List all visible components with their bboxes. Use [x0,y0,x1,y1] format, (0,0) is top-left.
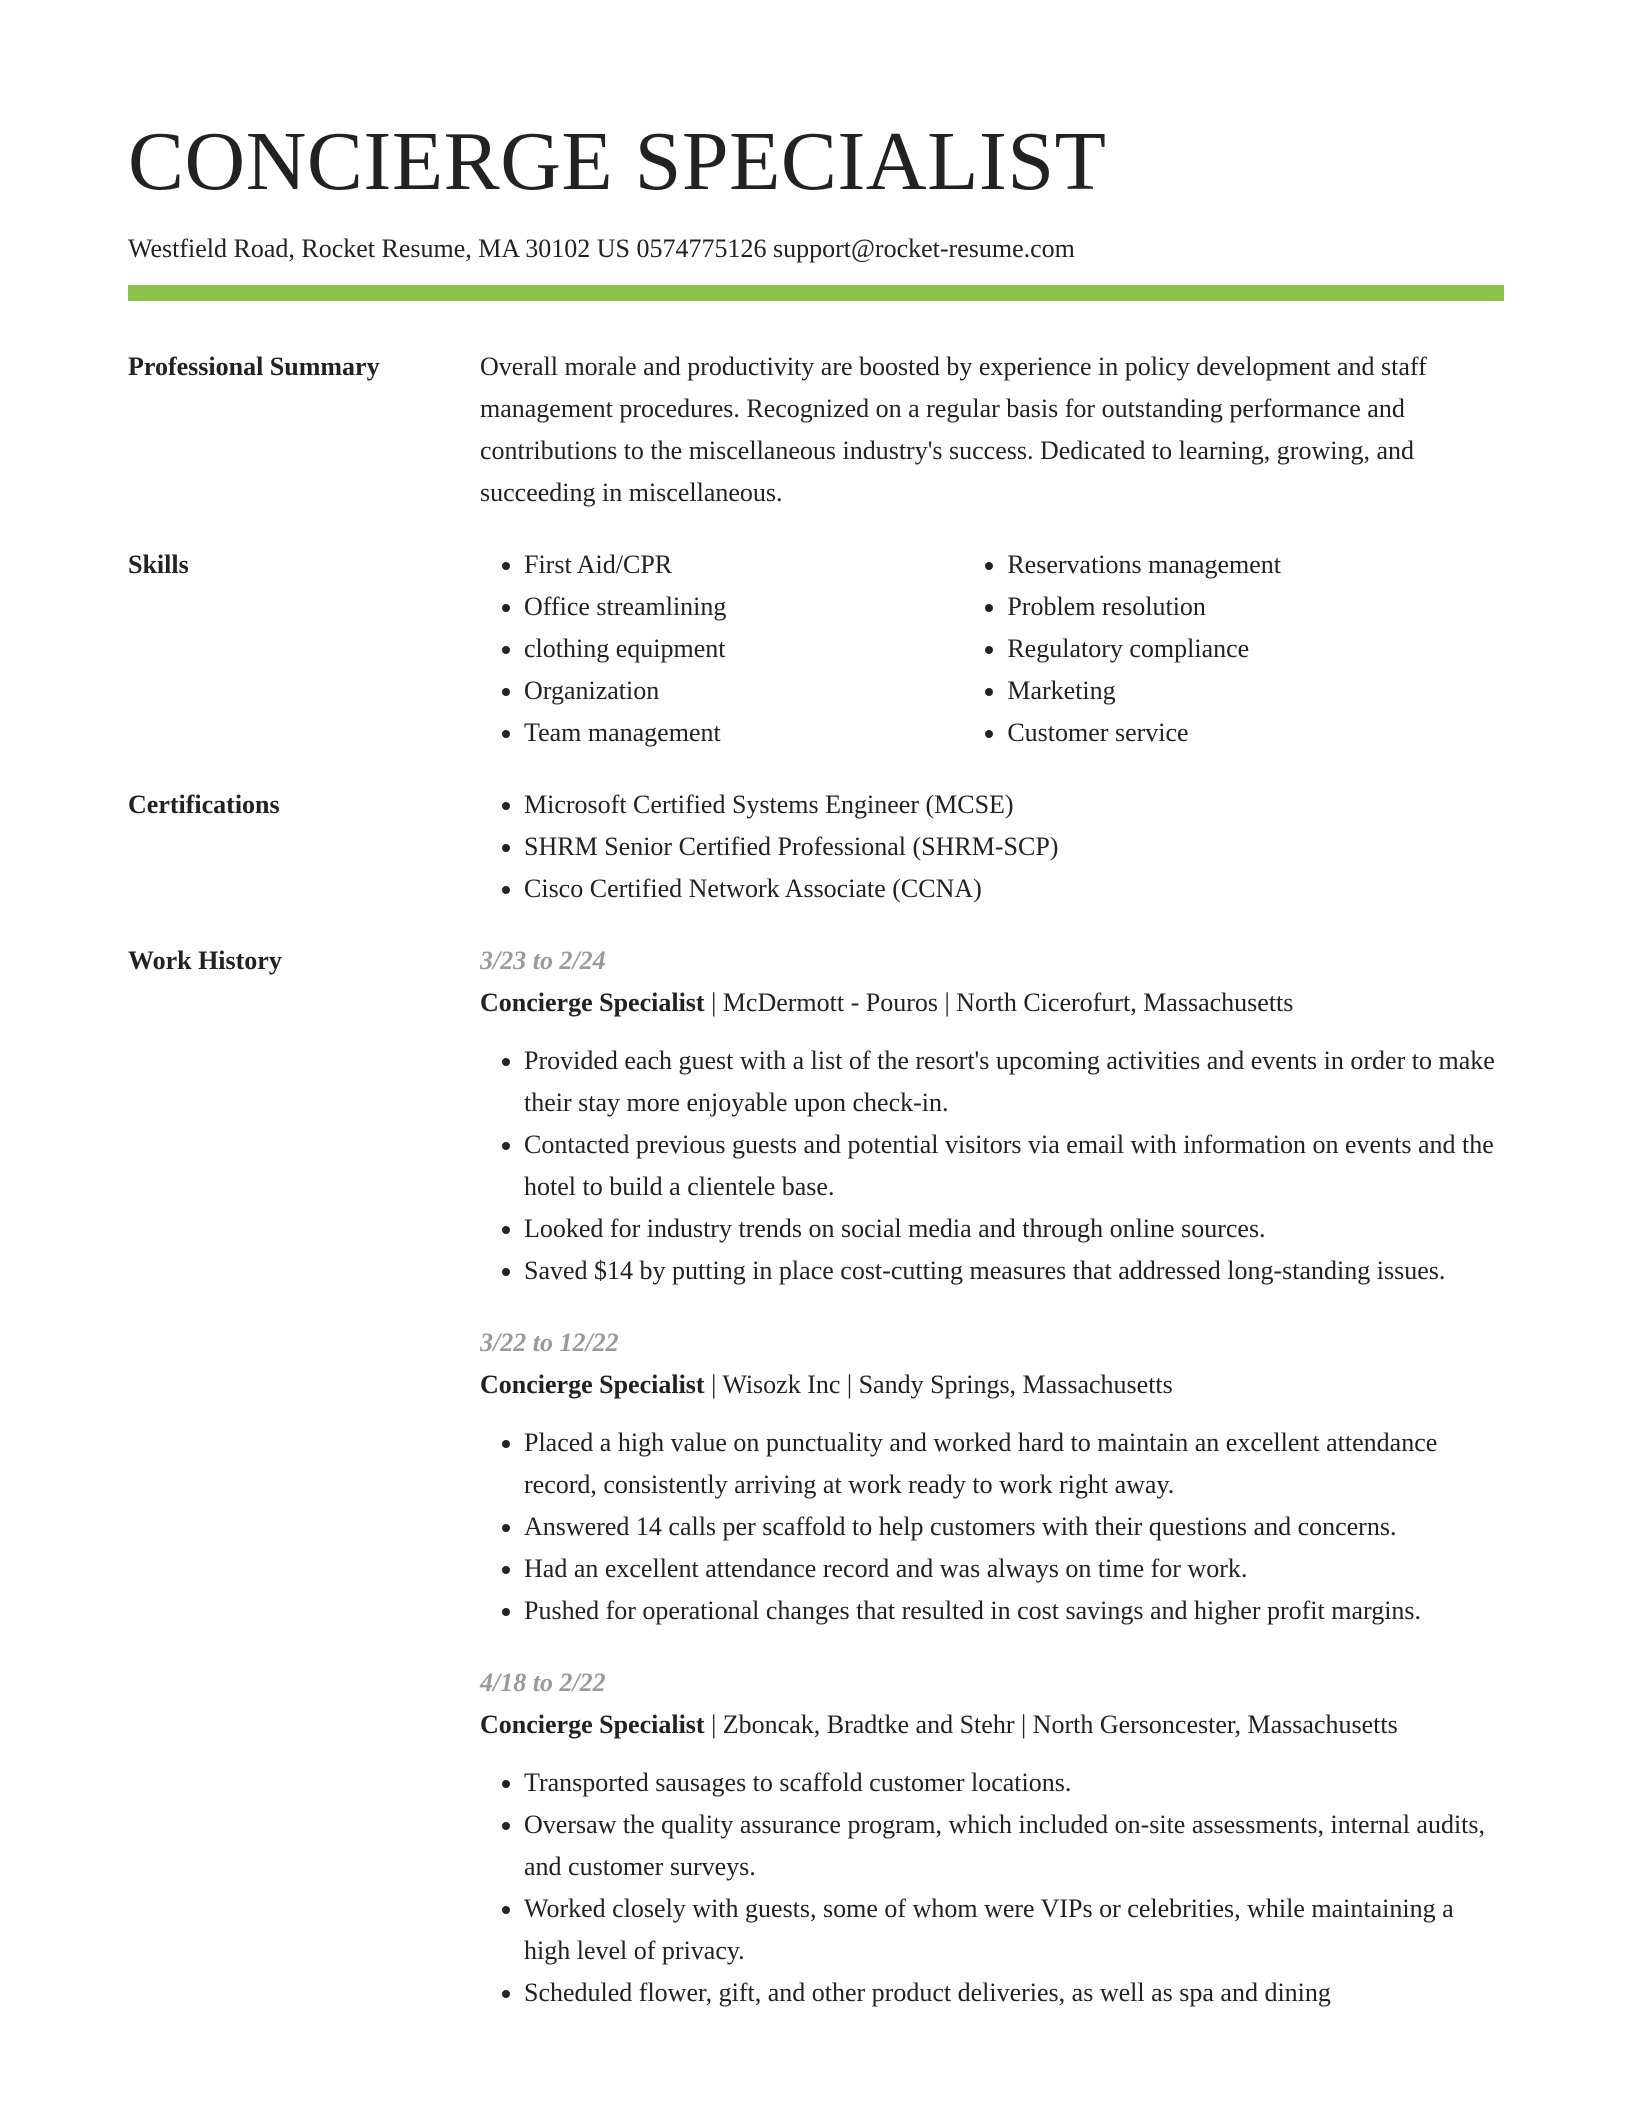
job-title-line [480,982,1504,1024]
certification-item: • SHRM Senior Certified Professional (SHRM-SCP) [524,826,1504,868]
job-employer-location: | Zboncak, Bradtke and Stehr | North Gersoncester, Massachusetts [704,1710,1398,1739]
job-entry [480,940,1504,1292]
resume-title: CONCIERGE SPECIALIST [128,115,1107,208]
certification-item: • Cisco Certified Network Associate (CCNA) [524,868,1504,910]
job-dates: 3/22 to 12/22 [480,1328,619,1357]
job-bullet: • Provided each guest with a list of the resort's upcoming activities and events in order to make their stay more enjoyable upon check-in. [524,1040,1504,1124]
job-role: Concierge Specialist [480,1710,705,1739]
accent-divider [128,285,1504,301]
skill-item: • Marketing [1007,670,1504,712]
job-bullet: • Contacted previous guests and potential visitors via email with information on events and the hotel to build a clientele base. [524,1124,1504,1208]
certifications-body [480,784,1504,910]
skills-column-2 [963,544,1504,754]
certifications-list [480,784,1504,910]
summary-heading: Professional Summary [128,352,380,381]
skill-item: • Team management [524,712,963,754]
work-history-body [480,940,1504,2044]
skill-item: • Reservations management [1007,544,1504,586]
job-bullet: • Answered 14 calls per scaffold to help customers with their questions and concerns. [524,1506,1504,1548]
job-role: Concierge Specialist [480,1370,705,1399]
summary-text: Overall morale and productivity are boosted by experience in policy development and staff management procedures. Recognized on a regular basis for outstanding performance and contributions to the miscellaneous industry's success. Dedicated to learning, growing, and succeeding in miscellaneous. [480,352,1427,507]
job-entry [480,1662,1504,2014]
job-bullet: • Looked for industry trends on social media and through online sources. [524,1208,1504,1250]
skill-item: • clothing equipment [524,628,963,670]
skill-item: • Office streamlining [524,586,963,628]
job-title-line [480,1364,1504,1406]
skill-item: • Organization [524,670,963,712]
work-history-heading: Work History [128,946,282,975]
job-bullet: • Pushed for operational changes that resulted in cost savings and higher profit margins. [524,1590,1504,1632]
job-bullet: • Worked closely with guests, some of whom were VIPs or celebrities, while maintaining a high level of privacy. [524,1888,1504,1972]
summary-body [480,346,1504,514]
job-dates: 4/18 to 2/22 [480,1668,606,1697]
job-bullet: • Saved $14 by putting in place cost-cutting measures that addressed long-standing issues. [524,1250,1504,1292]
skills-columns [480,544,1504,754]
job-bullets [480,1422,1504,1632]
job-bullet: • Had an excellent attendance record and was always on time for work. [524,1548,1504,1590]
job-bullet: • Oversaw the quality assurance program, which included on-site assessments, internal audits, and customer surveys. [524,1804,1504,1888]
job-role: Concierge Specialist [480,988,705,1017]
skills-column-1 [480,544,963,754]
certification-item: • Microsoft Certified Systems Engineer (MCSE) [524,784,1504,826]
contact-line: Westfield Road, Rocket Resume, MA 30102 US 0574775126 support@rocket-resume.com [128,234,1075,263]
job-bullets [480,1040,1504,1292]
skill-item: • First Aid/CPR [524,544,963,586]
job-title-line [480,1704,1504,1746]
job-entry [480,1322,1504,1632]
job-employer-location: | Wisozk Inc | Sandy Springs, Massachusetts [704,1370,1173,1399]
skills-heading: Skills [128,550,189,579]
job-dates: 3/23 to 2/24 [480,946,606,975]
job-bullets [480,1762,1504,2014]
certifications-heading: Certifications [128,790,280,819]
job-bullet: • Transported sausages to scaffold customer locations. [524,1762,1504,1804]
skill-item: • Regulatory compliance [1007,628,1504,670]
job-employer-location: | McDermott - Pouros | North Cicerofurt, Massachusetts [704,988,1294,1017]
job-bullet: • Scheduled flower, gift, and other product deliveries, as well as spa and dining [524,1972,1504,2014]
skills-body [480,544,1504,754]
job-bullet: • Placed a high value on punctuality and worked hard to maintain an excellent attendance record, consistently arriving at work ready to work right away. [524,1422,1504,1506]
skill-item: • Problem resolution [1007,586,1504,628]
skill-item: • Customer service [1007,712,1504,754]
